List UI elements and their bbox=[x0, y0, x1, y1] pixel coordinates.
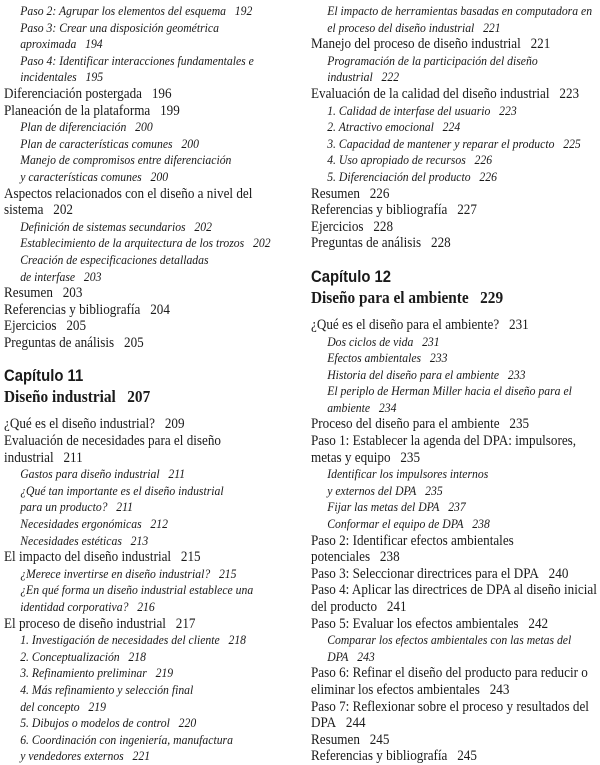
entry-title: Referencias y bibliografía bbox=[311, 202, 448, 219]
entry-page-number: 235 bbox=[425, 482, 443, 498]
entry-title: Evaluación de la calidad del diseño industrial bbox=[311, 85, 550, 102]
chapter-title-text: Diseño para el ambiente bbox=[311, 287, 469, 307]
entry-title: ¿Qué tan importante es el diseño industrial para un producto? bbox=[20, 482, 224, 515]
chapter-page: 229 bbox=[480, 287, 504, 307]
entry-page-number: 215 bbox=[218, 565, 237, 581]
entry-page-number: 192 bbox=[234, 3, 253, 18]
entry-page-number: 200 bbox=[135, 119, 153, 135]
entry-title: Aspectos relacionados con el diseño a nivel del sistema bbox=[4, 185, 253, 219]
toc-section-entry bbox=[311, 582, 600, 615]
toc-entries bbox=[4, 416, 301, 764]
entry-page-number: 223 bbox=[559, 85, 580, 102]
entry-page-number: 224 bbox=[442, 119, 461, 135]
entry-title: Paso 4: Identificar interacciones fundamentales e incidentales bbox=[20, 52, 254, 85]
toc-subsection-entry bbox=[4, 53, 301, 86]
entry-page-number: 199 bbox=[160, 102, 180, 119]
entry-page-number: 212 bbox=[150, 516, 168, 532]
entry-title: 5. Dibujos o modelos de control bbox=[20, 715, 170, 731]
toc-section-entry bbox=[4, 86, 301, 103]
entry-title: Comparar los efectos ambientales con las metas del DPA bbox=[327, 632, 572, 664]
toc-subsection-entry bbox=[4, 582, 301, 615]
toc-subsection-entry bbox=[311, 103, 600, 120]
entry-title: Preguntas de análisis bbox=[311, 235, 422, 252]
entry-title: 2. Atractivo emocional bbox=[327, 119, 434, 135]
entry-page-number: 202 bbox=[53, 202, 73, 219]
toc-subsection-entry bbox=[4, 136, 301, 153]
entry-title: Necesidades ergonómicas bbox=[20, 516, 142, 532]
entry-title: Paso 2: Identificar efectos ambientales potenciales bbox=[311, 532, 514, 566]
toc-subsection-entry bbox=[311, 499, 600, 516]
entry-title: Paso 4: Aplicar las directrices de DPA al diseño inicial del producto bbox=[311, 582, 597, 615]
entry-title: Programación de la participación del diseño industrial bbox=[327, 52, 538, 85]
toc-subsection-entry bbox=[4, 483, 301, 516]
toc-subsection-entry bbox=[311, 367, 600, 384]
entry-title: Dos ciclos de vida bbox=[327, 333, 414, 349]
toc-section-entry bbox=[311, 317, 600, 334]
entry-page-number: 243 bbox=[357, 648, 375, 664]
toc-subsection-entry bbox=[311, 3, 600, 36]
toc-subsection-entry bbox=[4, 566, 301, 583]
toc-section-entry bbox=[4, 103, 301, 120]
entry-page-number: 218 bbox=[228, 632, 247, 648]
toc-section-entry bbox=[4, 416, 301, 433]
entry-title: 6. Coordinación con ingeniería, manufactura y vendedores externos bbox=[20, 731, 233, 764]
toc-subsection-entry bbox=[311, 383, 600, 416]
entry-title: ¿Merece invertirse en diseño industrial? bbox=[20, 565, 211, 581]
toc-subsection-entry bbox=[4, 732, 301, 765]
entry-page-number: 218 bbox=[128, 648, 146, 664]
entry-title: Creación de especificaciones detalladas de interfase bbox=[20, 251, 209, 284]
toc-subsection-entry bbox=[4, 682, 301, 715]
chapter-number: Capítulo 12 bbox=[311, 267, 392, 286]
entry-page-number: 241 bbox=[386, 599, 407, 615]
entry-page-number: 242 bbox=[528, 615, 549, 632]
toc-subsection-entry bbox=[4, 649, 301, 666]
entry-title: Identificar los impulsores internos y externos del DPA bbox=[327, 466, 489, 498]
toc-subsection-entry bbox=[4, 665, 301, 682]
entry-page-number: 195 bbox=[85, 69, 104, 85]
entry-page-number: 243 bbox=[489, 681, 510, 698]
entry-page-number: 244 bbox=[345, 715, 366, 732]
toc-section-entry bbox=[4, 549, 301, 566]
entry-page-number: 227 bbox=[457, 202, 477, 219]
entry-page-number: 226 bbox=[474, 152, 493, 168]
entry-title: 3. Refinamiento preliminar bbox=[20, 665, 147, 681]
entry-title: Preguntas de análisis bbox=[4, 334, 115, 351]
entry-page-number: 240 bbox=[548, 565, 569, 582]
entry-page-number: 205 bbox=[124, 334, 144, 351]
entry-title: Planeación de la plataforma bbox=[4, 102, 151, 119]
toc-section-entry bbox=[311, 186, 600, 203]
entry-title: El impacto de herramientas basadas en computadora en el proceso del diseño industrial bbox=[327, 3, 593, 35]
entry-page-number: 245 bbox=[369, 731, 390, 748]
toc-subsection-entry bbox=[4, 235, 301, 252]
entry-page-number: 221 bbox=[132, 748, 151, 764]
entry-page-number: 211 bbox=[168, 466, 186, 482]
entry-page-number: 220 bbox=[178, 715, 197, 731]
entry-page-number: 221 bbox=[483, 19, 501, 35]
entry-title: Gastos para diseño industrial bbox=[20, 466, 160, 482]
entry-page-number: 231 bbox=[422, 333, 440, 349]
entry-title: Resumen bbox=[311, 185, 360, 202]
toc-subsection-entry bbox=[4, 152, 301, 185]
entry-title: 1. Investigación de necesidades del cliente bbox=[20, 632, 220, 648]
entry-page-number: 222 bbox=[381, 69, 400, 85]
entry-title: Resumen bbox=[4, 285, 53, 302]
entry-title: Paso 2: Agrupar los elementos del esquema bbox=[20, 3, 227, 18]
entry-page-number: 233 bbox=[507, 366, 526, 382]
entry-title: Conformar el equipo de DPA bbox=[327, 516, 464, 532]
entry-page-number: 203 bbox=[62, 285, 83, 302]
entry-title: Referencias y bibliografía bbox=[4, 301, 141, 318]
entry-title: Establecimiento de la arquitectura de los trozos bbox=[20, 235, 245, 251]
entry-title: Evaluación de necesidades para el diseño industrial bbox=[4, 433, 221, 466]
entry-page-number: 219 bbox=[155, 665, 174, 681]
toc-section-entry bbox=[311, 533, 600, 566]
entry-title: Ejercicios bbox=[311, 218, 364, 235]
toc-section-entry bbox=[4, 285, 301, 302]
toc-section-entry bbox=[4, 302, 301, 319]
toc-subsection-entry bbox=[4, 252, 301, 285]
toc-right-column bbox=[311, 3, 600, 765]
entry-title: Manejo de compromisos entre diferenciación y características comunes bbox=[20, 152, 232, 184]
toc-subsection-entry bbox=[4, 533, 301, 550]
toc-entries bbox=[311, 3, 600, 252]
entry-title: ¿En qué forma un diseño industrial establece una identidad corporativa? bbox=[20, 582, 254, 614]
entry-title: 4. Más refinamiento y selección final del concepto bbox=[20, 681, 194, 714]
chapter-title-text: Diseño industrial bbox=[4, 387, 116, 407]
toc-section-entry bbox=[311, 202, 600, 219]
entry-page-number: 223 bbox=[499, 102, 517, 118]
toc-section-entry bbox=[311, 235, 600, 252]
toc-entries bbox=[311, 317, 600, 765]
entry-title: El proceso de diseño industrial bbox=[4, 615, 166, 632]
toc-section-entry bbox=[4, 318, 301, 335]
entry-page-number: 217 bbox=[175, 615, 196, 632]
toc-section-entry bbox=[311, 416, 600, 433]
entry-page-number: 219 bbox=[88, 698, 106, 714]
chapter-heading bbox=[4, 366, 301, 408]
entry-page-number: 211 bbox=[63, 449, 83, 466]
entry-title: Plan de diferenciación bbox=[20, 119, 127, 135]
entry-page-number: 200 bbox=[181, 135, 199, 151]
entry-title: Paso 5: Evaluar los efectos ambientales bbox=[311, 615, 519, 632]
toc-section-entry bbox=[311, 616, 600, 633]
toc-section-entry bbox=[311, 699, 600, 732]
toc-section-entry bbox=[4, 335, 301, 352]
entry-title: 5. Diferenciación del producto bbox=[327, 168, 471, 184]
entry-page-number: 231 bbox=[509, 316, 529, 333]
toc-subsection-entry bbox=[311, 152, 600, 169]
entry-page-number: 205 bbox=[66, 318, 87, 335]
toc-subsection-entry bbox=[311, 466, 600, 499]
entry-page-number: 211 bbox=[116, 499, 133, 515]
entry-page-number: 213 bbox=[130, 532, 149, 548]
toc-subsection-entry bbox=[4, 632, 301, 649]
entry-page-number: 228 bbox=[431, 235, 451, 252]
toc-subsection-entry bbox=[311, 350, 600, 367]
toc-subsection-entry bbox=[311, 632, 600, 665]
entry-title: 2. Conceptualización bbox=[20, 648, 120, 664]
chapter-number: Capítulo 11 bbox=[4, 367, 84, 386]
chapter-title bbox=[311, 287, 600, 309]
toc-section-entry bbox=[311, 566, 600, 583]
entry-title: Plan de características comunes bbox=[20, 135, 173, 151]
entry-page-number: 202 bbox=[194, 218, 212, 234]
entry-page-number: 221 bbox=[530, 36, 551, 53]
entry-title: 4. Uso apropiado de recursos bbox=[327, 152, 466, 168]
entry-title: Paso 1: Establecer la agenda del DPA: impulsores, metas y equipo bbox=[311, 433, 577, 466]
entry-page-number: 215 bbox=[180, 549, 201, 566]
entry-title: Paso 6: Refinar el diseño del producto para reducir o eliminar los efectos ambientales bbox=[311, 665, 588, 698]
entry-title: Fijar las metas del DPA bbox=[327, 499, 440, 515]
chapter-page: 207 bbox=[127, 387, 151, 407]
toc-subsection-entry bbox=[4, 516, 301, 533]
entry-title: Necesidades estéticas bbox=[20, 532, 122, 548]
entry-page-number: 228 bbox=[373, 218, 394, 235]
toc-subsection-entry bbox=[311, 516, 600, 533]
toc-subsection-entry bbox=[311, 119, 600, 136]
entry-page-number: 235 bbox=[509, 416, 530, 433]
entry-title: Referencias y bibliografía bbox=[311, 748, 448, 765]
entry-page-number: 234 bbox=[378, 399, 397, 415]
entry-title: Diferenciación postergada bbox=[4, 85, 142, 102]
toc-section-entry bbox=[4, 433, 301, 466]
entry-page-number: 226 bbox=[369, 185, 390, 202]
toc-subsection-entry bbox=[311, 169, 600, 186]
toc-subsection-entry bbox=[4, 219, 301, 236]
entry-page-number: 238 bbox=[472, 516, 490, 532]
entry-title: Ejercicios bbox=[4, 318, 57, 335]
entry-page-number: 226 bbox=[479, 168, 497, 184]
entry-title: ¿Qué es el diseño para el ambiente? bbox=[311, 316, 500, 333]
entry-page-number: 225 bbox=[563, 135, 581, 151]
toc-section-entry bbox=[311, 748, 600, 765]
entry-page-number: 235 bbox=[400, 449, 421, 466]
toc-subsection-entry bbox=[311, 136, 600, 153]
toc-subsection-entry bbox=[311, 53, 600, 86]
toc-subsection-entry bbox=[4, 20, 301, 53]
entry-title: Definición de sistemas secundarios bbox=[20, 218, 186, 234]
toc-section-entry bbox=[311, 433, 600, 466]
entry-title: El impacto del diseño industrial bbox=[4, 549, 172, 566]
entry-title: ¿Qué es el diseño industrial? bbox=[4, 416, 156, 433]
entry-title: Manejo del proceso de diseño industrial bbox=[311, 36, 521, 53]
entry-title: 1. Calidad de interfase del usuario bbox=[327, 102, 491, 118]
toc-section-entry bbox=[311, 86, 600, 103]
toc-subsection-entry bbox=[4, 715, 301, 732]
toc-section-entry bbox=[311, 665, 600, 698]
entry-page-number: 196 bbox=[151, 85, 172, 102]
entry-page-number: 245 bbox=[457, 748, 477, 765]
toc-section-entry bbox=[311, 219, 600, 236]
entry-title: Paso 3: Seleccionar directrices para el DPA bbox=[311, 565, 539, 582]
toc-section-entry bbox=[311, 36, 600, 53]
entry-page-number: 194 bbox=[85, 36, 103, 52]
entry-title: Resumen bbox=[311, 731, 360, 748]
entry-page-number: 216 bbox=[137, 599, 155, 614]
entry-page-number: 200 bbox=[150, 168, 169, 184]
entry-page-number: 204 bbox=[150, 301, 170, 318]
chapter-heading bbox=[311, 267, 600, 309]
entry-title: 3. Capacidad de mantener y reparar el producto bbox=[327, 135, 555, 151]
entry-page-number: 203 bbox=[83, 268, 102, 284]
entry-page-number: 202 bbox=[252, 235, 271, 251]
toc-section-entry bbox=[4, 186, 301, 219]
entry-title: Proceso del diseño para el ambiente bbox=[311, 416, 500, 433]
entry-title: Paso 7: Reflexionar sobre el proceso y resultados del DPA bbox=[311, 698, 589, 732]
entry-title: Historia del diseño para el ambiente bbox=[327, 366, 500, 382]
entry-page-number: 238 bbox=[379, 549, 400, 566]
toc-subsection-entry bbox=[4, 466, 301, 483]
toc-left-column bbox=[4, 3, 301, 765]
toc-subsection-entry bbox=[311, 334, 600, 351]
entry-page-number: 237 bbox=[448, 499, 466, 515]
toc-subsection-entry bbox=[4, 119, 301, 136]
toc-entries bbox=[4, 3, 301, 351]
entry-page-number: 233 bbox=[429, 350, 448, 366]
entry-page-number: 209 bbox=[164, 416, 185, 433]
entry-title: Paso 3: Crear una disposición geométrica aproximada bbox=[20, 19, 219, 52]
chapter-title bbox=[4, 386, 301, 408]
toc-section-entry bbox=[4, 616, 301, 633]
toc-subsection-entry bbox=[4, 3, 301, 20]
entry-title: El periplo de Herman Miller hacia el diseño para el ambiente bbox=[327, 383, 572, 415]
entry-title: Efectos ambientales bbox=[327, 350, 422, 366]
